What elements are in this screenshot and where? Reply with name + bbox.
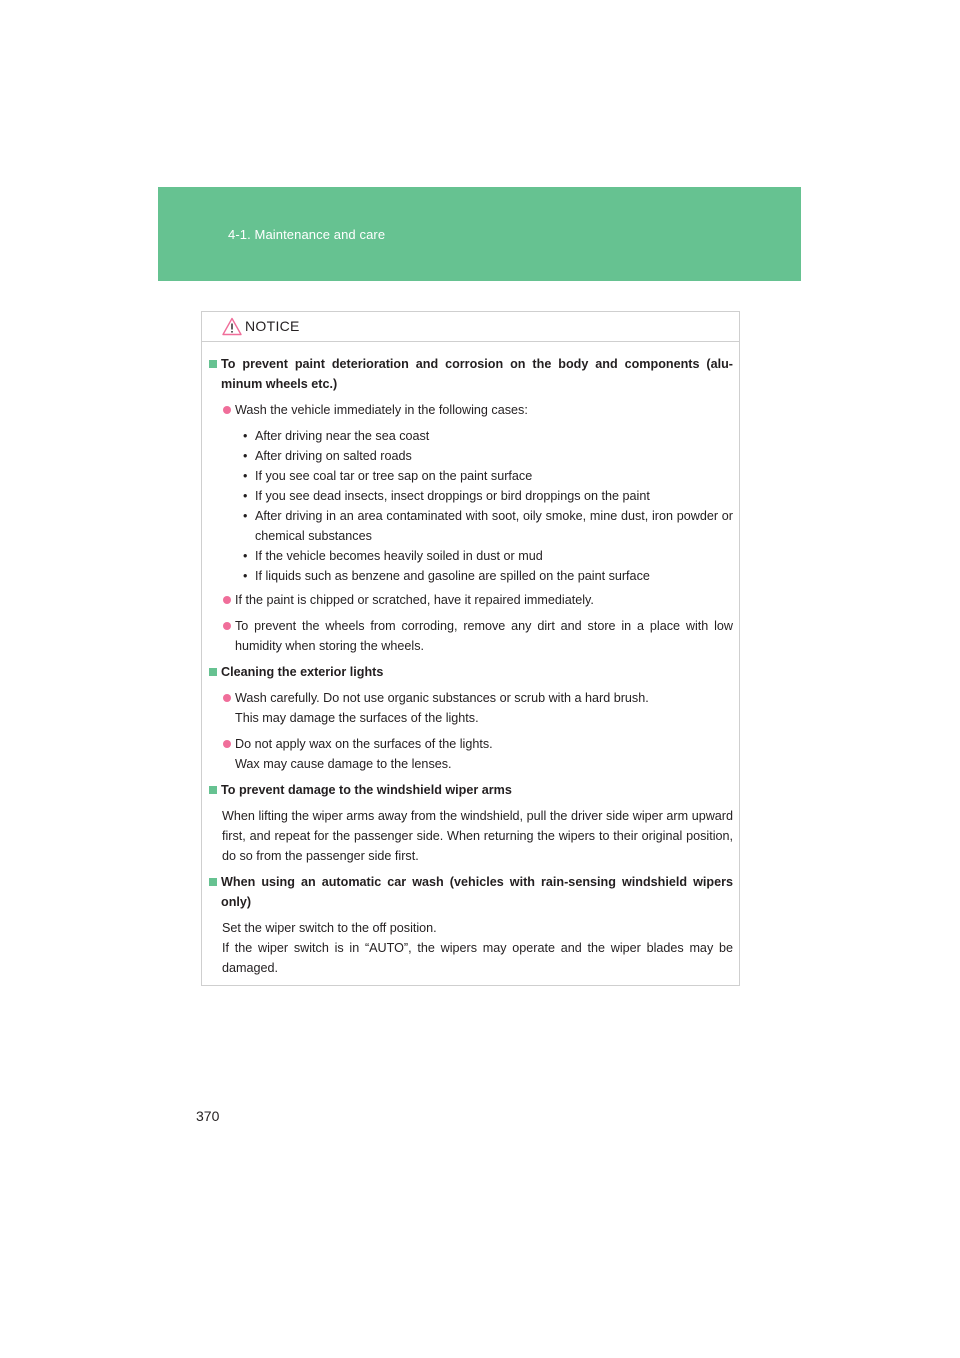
heading-wiper: To prevent damage to the windshield wiper arms: [209, 780, 733, 800]
item-lights-wax: Do not apply wax on the surfaces of the lights. Wax may cause damage to the lenses.: [209, 734, 733, 774]
item-wheels: To prevent the wheels from corroding, remove any dirt and store in a place with low humidity when storing the wheels.: [209, 616, 733, 656]
list-item: • If liquids such as benzene and gasoline are spilled on the paint surface: [243, 569, 650, 583]
heading-square-icon: [209, 360, 217, 368]
list-item: • After driving in an area contaminated with soot, oily smoke, mine dust, iron powder or chemical substances: [243, 509, 733, 543]
item-wash-cases: Wash the vehicle immediately in the following cases:: [209, 400, 733, 420]
heading-carwash: When using an automatic car wash (vehicles with rain-sensing windshield wipers only): [209, 872, 733, 912]
list-item: • If you see coal tar or tree sap on the paint surface: [243, 469, 533, 483]
notice-label: NOTICE: [245, 318, 300, 334]
heading-square-icon: [209, 786, 217, 794]
bullet-dot-icon: [223, 740, 231, 748]
bullet-dot-icon: [223, 406, 231, 414]
header-band: [158, 187, 801, 281]
heading-square-icon: [209, 668, 217, 676]
list-item: • If you see dead insects, insect droppings or bird droppings on the paint: [243, 489, 650, 503]
list-item: • After driving near the sea coast: [243, 429, 430, 443]
item-chipped-paint: If the paint is chipped or scratched, have it repaired immediately.: [209, 590, 733, 610]
heading-square-icon: [209, 878, 217, 886]
heading-lights: Cleaning the exterior lights: [209, 662, 733, 682]
section-title: 4-1. Maintenance and care: [228, 227, 386, 242]
heading-paint: To prevent paint deterioration and corrosion on the body and components (alu- minum wheels etc.): [209, 354, 733, 394]
notice-header: [202, 312, 739, 342]
list-item: • If the vehicle becomes heavily soiled in dust or mud: [243, 549, 543, 563]
list-item: • After driving on salted roads: [243, 449, 412, 463]
wiper-text: When lifting the wiper arms away from the windshield, pull the driver side wiper arm upward first, and repeat for the passenger side. When returning the wipers to their original position, do so from the passenger side first.: [222, 809, 733, 863]
page-number: 370: [196, 1108, 220, 1124]
bullet-dot-icon: [223, 622, 231, 630]
carwash-text: Set the wiper switch to the off position. If the wiper switch is in “AUTO”, the wipers may operate and the wiper blades may be damaged.: [222, 921, 733, 975]
notice-box: [201, 311, 740, 986]
warning-triangle-icon: [222, 317, 242, 336]
notice-body: [202, 354, 739, 984]
bullet-dot-icon: [223, 596, 231, 604]
bullet-dot-icon: [223, 694, 231, 702]
wash-case-list: [209, 426, 733, 586]
item-lights-wash: Wash carefully. Do not use organic substances or scrub with a hard brush. This may damage the surfaces of the lights.: [209, 688, 733, 728]
